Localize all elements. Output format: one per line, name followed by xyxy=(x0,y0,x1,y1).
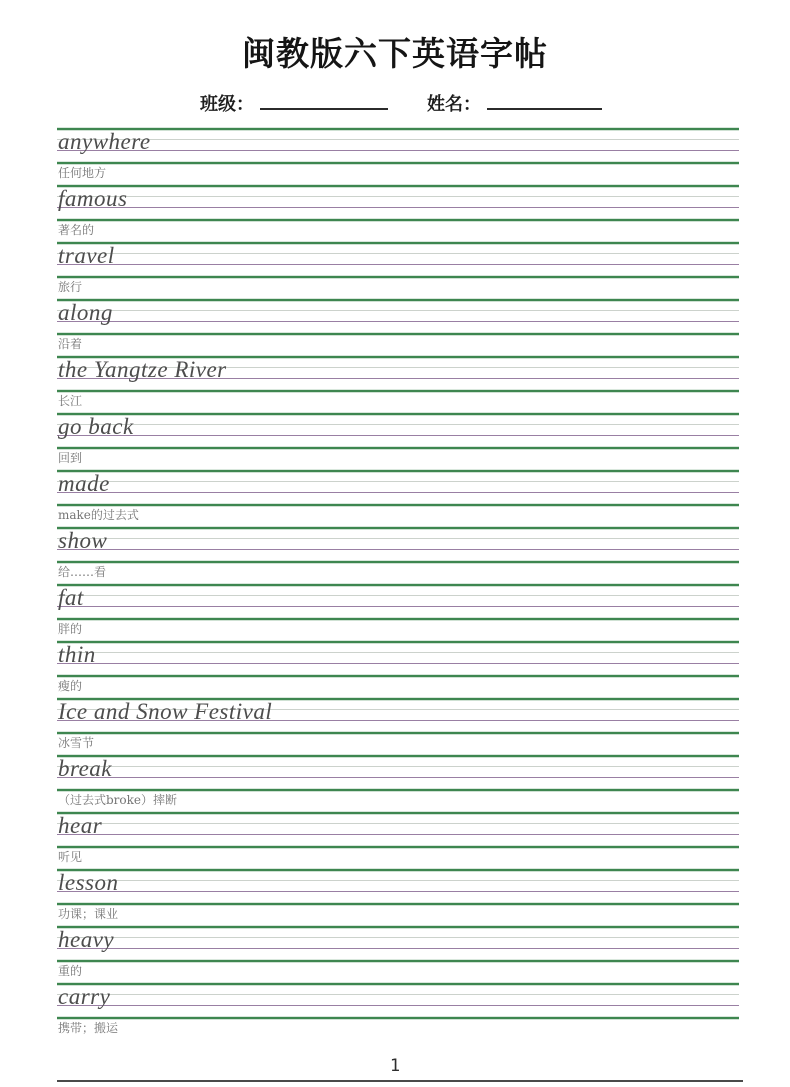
guide-line-upper-mid xyxy=(57,538,739,539)
guide-line-top xyxy=(57,584,739,586)
guide-line-bottom xyxy=(57,219,739,221)
page-title: 闽教版六下英语字帖 xyxy=(242,34,548,73)
word-row xyxy=(57,356,739,413)
guide-line-upper-mid xyxy=(57,994,739,995)
english-word: the Yangtze River xyxy=(58,357,227,382)
english-word: hear xyxy=(58,813,103,838)
guide-line-upper-mid xyxy=(57,196,739,197)
word-row xyxy=(57,470,739,527)
class-field xyxy=(200,90,388,116)
guide-line-bottom xyxy=(57,276,739,278)
word-row xyxy=(57,812,739,869)
english-word: fat xyxy=(58,585,84,610)
chinese-annotation: 瘦的 xyxy=(58,679,83,693)
english-word: carry xyxy=(58,984,111,1009)
guide-line-baseline xyxy=(57,435,739,436)
english-word: break xyxy=(58,756,113,781)
guide-line-top xyxy=(57,755,739,757)
english-word: made xyxy=(58,471,110,496)
chinese-annotation: 任何地方 xyxy=(58,166,107,180)
guide-line-top xyxy=(57,413,739,415)
guide-line-bottom xyxy=(57,618,739,620)
english-word: thin xyxy=(58,642,96,667)
word-row xyxy=(57,584,739,641)
name-blank-line xyxy=(487,93,602,110)
guide-line-baseline xyxy=(57,321,739,322)
english-word: heavy xyxy=(58,927,115,952)
guide-line-top xyxy=(57,185,739,187)
word-row xyxy=(57,413,739,470)
word-row xyxy=(57,128,739,185)
guide-line-top xyxy=(57,869,739,871)
word-row xyxy=(57,527,739,584)
guide-line-top xyxy=(57,983,739,985)
chinese-annotation: 给……看 xyxy=(58,565,107,579)
english-word: lesson xyxy=(58,870,119,895)
guide-line-bottom xyxy=(57,504,739,506)
name-field xyxy=(427,90,602,116)
word-list xyxy=(57,128,739,1040)
guide-line-bottom xyxy=(57,561,739,563)
guide-line-baseline xyxy=(57,663,739,664)
word-row xyxy=(57,641,739,698)
guide-line-baseline xyxy=(57,150,739,151)
guide-line-bottom xyxy=(57,390,739,392)
guide-line-bottom xyxy=(57,162,739,164)
chinese-annotation: 长江 xyxy=(58,394,83,408)
page-number: 1 xyxy=(389,1056,401,1076)
word-row xyxy=(57,242,739,299)
guide-line-baseline xyxy=(57,1005,739,1006)
chinese-annotation: 著名的 xyxy=(58,223,95,237)
footer-rule xyxy=(57,1080,743,1082)
word-row xyxy=(57,698,739,755)
guide-line-upper-mid xyxy=(57,652,739,653)
english-word: travel xyxy=(58,243,115,268)
guide-line-baseline xyxy=(57,948,739,949)
guide-line-upper-mid xyxy=(57,937,739,938)
student-info-row xyxy=(0,90,790,116)
guide-line-top xyxy=(57,812,739,814)
english-word: show xyxy=(58,528,108,553)
class-label: 班级： xyxy=(200,94,254,115)
english-word: go back xyxy=(58,414,134,439)
guide-line-bottom xyxy=(57,789,739,791)
word-row xyxy=(57,869,739,926)
guide-line-upper-mid xyxy=(57,253,739,254)
guide-line-upper-mid xyxy=(57,139,739,140)
guide-line-bottom xyxy=(57,846,739,848)
chinese-annotation: 旅行 xyxy=(58,280,83,294)
name-label: 姓名： xyxy=(427,94,481,115)
english-word: Ice and Snow Festival xyxy=(58,699,273,724)
chinese-annotation: 胖的 xyxy=(58,622,83,636)
word-row xyxy=(57,926,739,983)
guide-line-top xyxy=(57,926,739,928)
guide-line-top xyxy=(57,527,739,529)
chinese-annotation: 回到 xyxy=(58,451,83,465)
guide-line-top xyxy=(57,299,739,301)
guide-line-baseline xyxy=(57,606,739,607)
guide-line-top xyxy=(57,470,739,472)
chinese-annotation: 沿着 xyxy=(58,337,83,351)
guide-line-baseline xyxy=(57,264,739,265)
guide-line-bottom xyxy=(57,960,739,962)
guide-line-bottom xyxy=(57,333,739,335)
chinese-annotation: 冰雪节 xyxy=(58,736,95,750)
english-word: famous xyxy=(58,186,128,211)
guide-line-upper-mid xyxy=(57,766,739,767)
english-word: along xyxy=(58,300,113,325)
guide-line-baseline xyxy=(57,891,739,892)
guide-line-top xyxy=(57,128,739,130)
chinese-annotation: 携带；搬运 xyxy=(58,1021,119,1035)
guide-line-upper-mid xyxy=(57,481,739,482)
chinese-annotation: 功课；课业 xyxy=(58,907,119,921)
guide-line-bottom xyxy=(57,732,739,734)
chinese-annotation: （过去式broke）摔断 xyxy=(58,793,178,807)
word-row xyxy=(57,983,739,1040)
guide-line-bottom xyxy=(57,903,739,905)
guide-line-top xyxy=(57,242,739,244)
chinese-annotation: 听见 xyxy=(58,850,83,864)
guide-line-bottom xyxy=(57,675,739,677)
guide-line-upper-mid xyxy=(57,880,739,881)
guide-line-upper-mid xyxy=(57,823,739,824)
guide-line-baseline xyxy=(57,834,739,835)
guide-line-baseline xyxy=(57,549,739,550)
guide-line-upper-mid xyxy=(57,424,739,425)
guide-line-baseline xyxy=(57,207,739,208)
chinese-annotation: make的过去式 xyxy=(58,508,139,522)
guide-line-bottom xyxy=(57,447,739,449)
word-row xyxy=(57,185,739,242)
guide-line-bottom xyxy=(57,1017,739,1019)
word-row xyxy=(57,755,739,812)
guide-line-upper-mid xyxy=(57,595,739,596)
class-blank-line xyxy=(260,93,388,110)
guide-line-top xyxy=(57,641,739,643)
word-row xyxy=(57,299,739,356)
guide-line-upper-mid xyxy=(57,310,739,311)
guide-line-baseline xyxy=(57,492,739,493)
chinese-annotation: 重的 xyxy=(58,964,83,978)
english-word: anywhere xyxy=(58,129,151,154)
guide-line-baseline xyxy=(57,777,739,778)
